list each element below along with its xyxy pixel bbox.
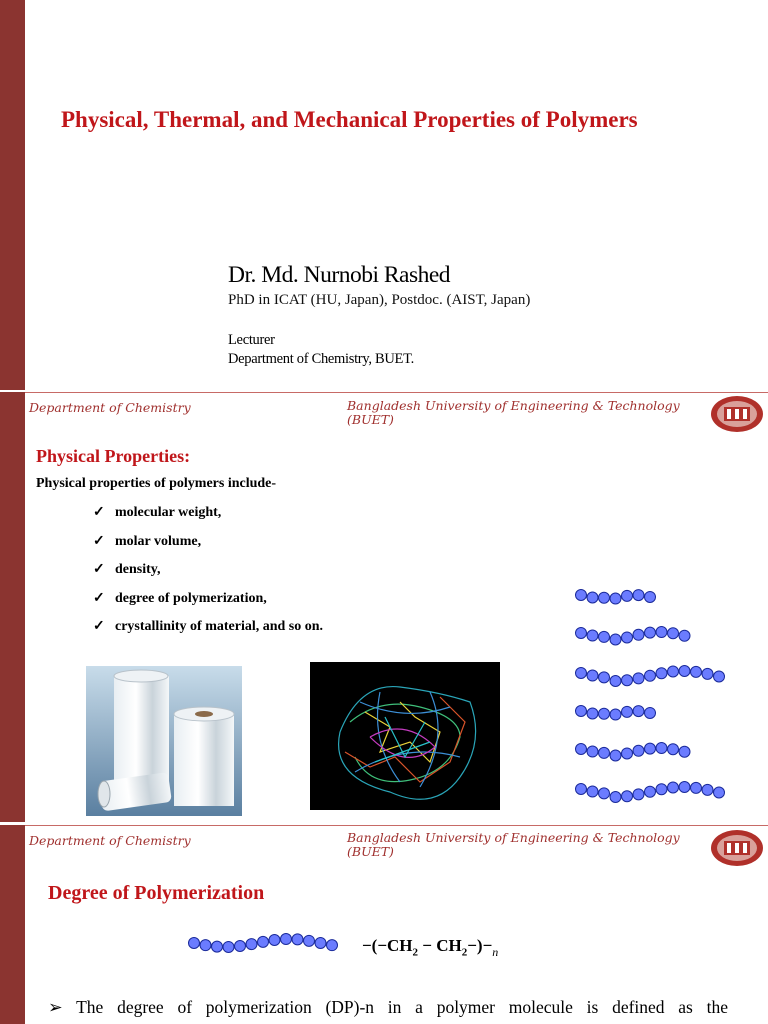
university-name: Bangladesh University of Engineering & Technology: [347, 398, 680, 413]
bead: [668, 782, 679, 793]
bead: [645, 627, 656, 638]
bead: [633, 745, 644, 756]
bead: [622, 590, 633, 601]
bead: [576, 668, 587, 679]
bead: [576, 706, 587, 717]
bead: [702, 784, 713, 795]
property-list: [93, 504, 323, 647]
bead: [656, 784, 667, 795]
arrow-bullet-icon: ➢: [48, 997, 63, 1017]
bead: [622, 706, 633, 717]
bead: [610, 709, 621, 720]
bead: [668, 628, 679, 639]
bead: [610, 675, 621, 686]
buet-logo-icon: [710, 829, 764, 867]
intro-text: Physical properties of polymers include-: [36, 476, 277, 491]
bead: [292, 934, 303, 945]
bead: [645, 786, 656, 797]
buet-logo-icon: [710, 395, 764, 433]
bead: [679, 746, 690, 757]
dp-definition-text: ➢ The degree of polymerization (DP)-n in a polymer molecule is defined as the: [48, 997, 728, 1017]
bead: [702, 668, 713, 679]
check-icon: ✓: [93, 590, 105, 606]
bead: [633, 789, 644, 800]
bead: [656, 668, 667, 679]
bead: [633, 673, 644, 684]
bead: [622, 791, 633, 802]
bead: [679, 666, 690, 677]
bead: [599, 631, 610, 642]
department-label: Department of Chemistry: [29, 400, 191, 415]
polymer-chains-illustration: [570, 582, 740, 812]
author-position: Lecturer: [228, 332, 275, 348]
bead: [668, 744, 679, 755]
bead: [610, 750, 621, 761]
bead: [235, 941, 246, 952]
bead: [246, 939, 257, 950]
author-name: Dr. Md. Nurnobi Rashed: [228, 262, 451, 288]
bead: [714, 787, 725, 798]
author-credentials: PhD in ICAT (HU, Japan), Postdoc. (AIST, Japan): [228, 292, 531, 308]
list-item: ✓ crystallinity of material, and so on.: [93, 619, 324, 635]
bead: [269, 934, 280, 945]
bead: [304, 935, 315, 946]
bead: [327, 940, 338, 951]
bead: [587, 670, 598, 681]
bead: [610, 791, 621, 802]
check-icon: ✓: [93, 562, 105, 578]
protein-structure-image: [310, 662, 500, 810]
list-item: ✓ density,: [93, 562, 161, 578]
university-name: Bangladesh University of Engineering & Technology: [347, 830, 680, 845]
title-slide: [0, 0, 768, 390]
bead: [189, 938, 200, 949]
bead: [668, 666, 679, 677]
bead: [576, 590, 587, 601]
physical-properties-slide: [0, 392, 768, 822]
bead: [645, 591, 656, 602]
bead: [645, 707, 656, 718]
slide-side-bar: [0, 0, 25, 390]
bead: [633, 629, 644, 640]
check-icon: ✓: [93, 505, 105, 520]
university-label: [347, 831, 707, 859]
bead: [587, 746, 598, 757]
bead: [587, 630, 598, 641]
bead: [622, 675, 633, 686]
bead: [223, 941, 234, 952]
bead: [656, 627, 667, 638]
bead: [258, 936, 269, 947]
check-icon: ✓: [93, 533, 105, 549]
bead: [622, 748, 633, 759]
bead: [599, 672, 610, 683]
bead: [714, 671, 725, 682]
bead: [315, 938, 326, 949]
section-heading: Physical Properties:: [36, 446, 191, 466]
bead: [599, 747, 610, 758]
university-abbr: (BUET): [347, 412, 394, 427]
author-department: Department of Chemistry, BUET.: [228, 351, 414, 367]
bead: [679, 782, 690, 793]
bead: [610, 634, 621, 645]
bead: [599, 592, 610, 603]
section-heading: Degree of Polymerization: [48, 882, 265, 904]
bead: [691, 666, 702, 677]
university-label: [347, 399, 707, 427]
bead: [599, 708, 610, 719]
slide-side-bar: [0, 825, 25, 1024]
bead: [212, 941, 223, 952]
check-icon: ✓: [93, 619, 105, 635]
list-item: ✓ molecular weight,: [93, 505, 222, 520]
bead: [679, 630, 690, 641]
bead: [645, 670, 656, 681]
bead: [656, 743, 667, 754]
bead: [587, 708, 598, 719]
bead: [633, 706, 644, 717]
slide-title: Physical, Thermal, and Mechanical Properties of Polymers: [61, 107, 638, 132]
degree-of-polymerization-slide: [0, 825, 768, 1024]
list-item: ✓ degree of polymerization,: [93, 590, 267, 606]
bead: [599, 788, 610, 799]
bead: [576, 628, 587, 639]
header-divider: [25, 825, 768, 826]
university-abbr: (BUET): [347, 844, 394, 859]
bead: [587, 592, 598, 603]
bead: [576, 784, 587, 795]
polymer-chain-icon: [186, 928, 346, 958]
bead: [633, 590, 644, 601]
bead: [610, 593, 621, 604]
header-divider: [25, 392, 768, 393]
bead: [200, 940, 211, 951]
slide-side-bar: [0, 392, 25, 822]
polyethylene-formula: $-(-CH_2 - CH_2-)-_n$: [362, 936, 499, 959]
bead: [587, 786, 598, 797]
film-rolls-photo: [86, 666, 242, 816]
bead: [281, 934, 292, 945]
department-label: Department of Chemistry: [29, 833, 191, 848]
bead: [576, 744, 587, 755]
bead: [645, 743, 656, 754]
list-item: ✓ molar volume,: [93, 533, 202, 549]
bead: [691, 782, 702, 793]
bead: [622, 632, 633, 643]
